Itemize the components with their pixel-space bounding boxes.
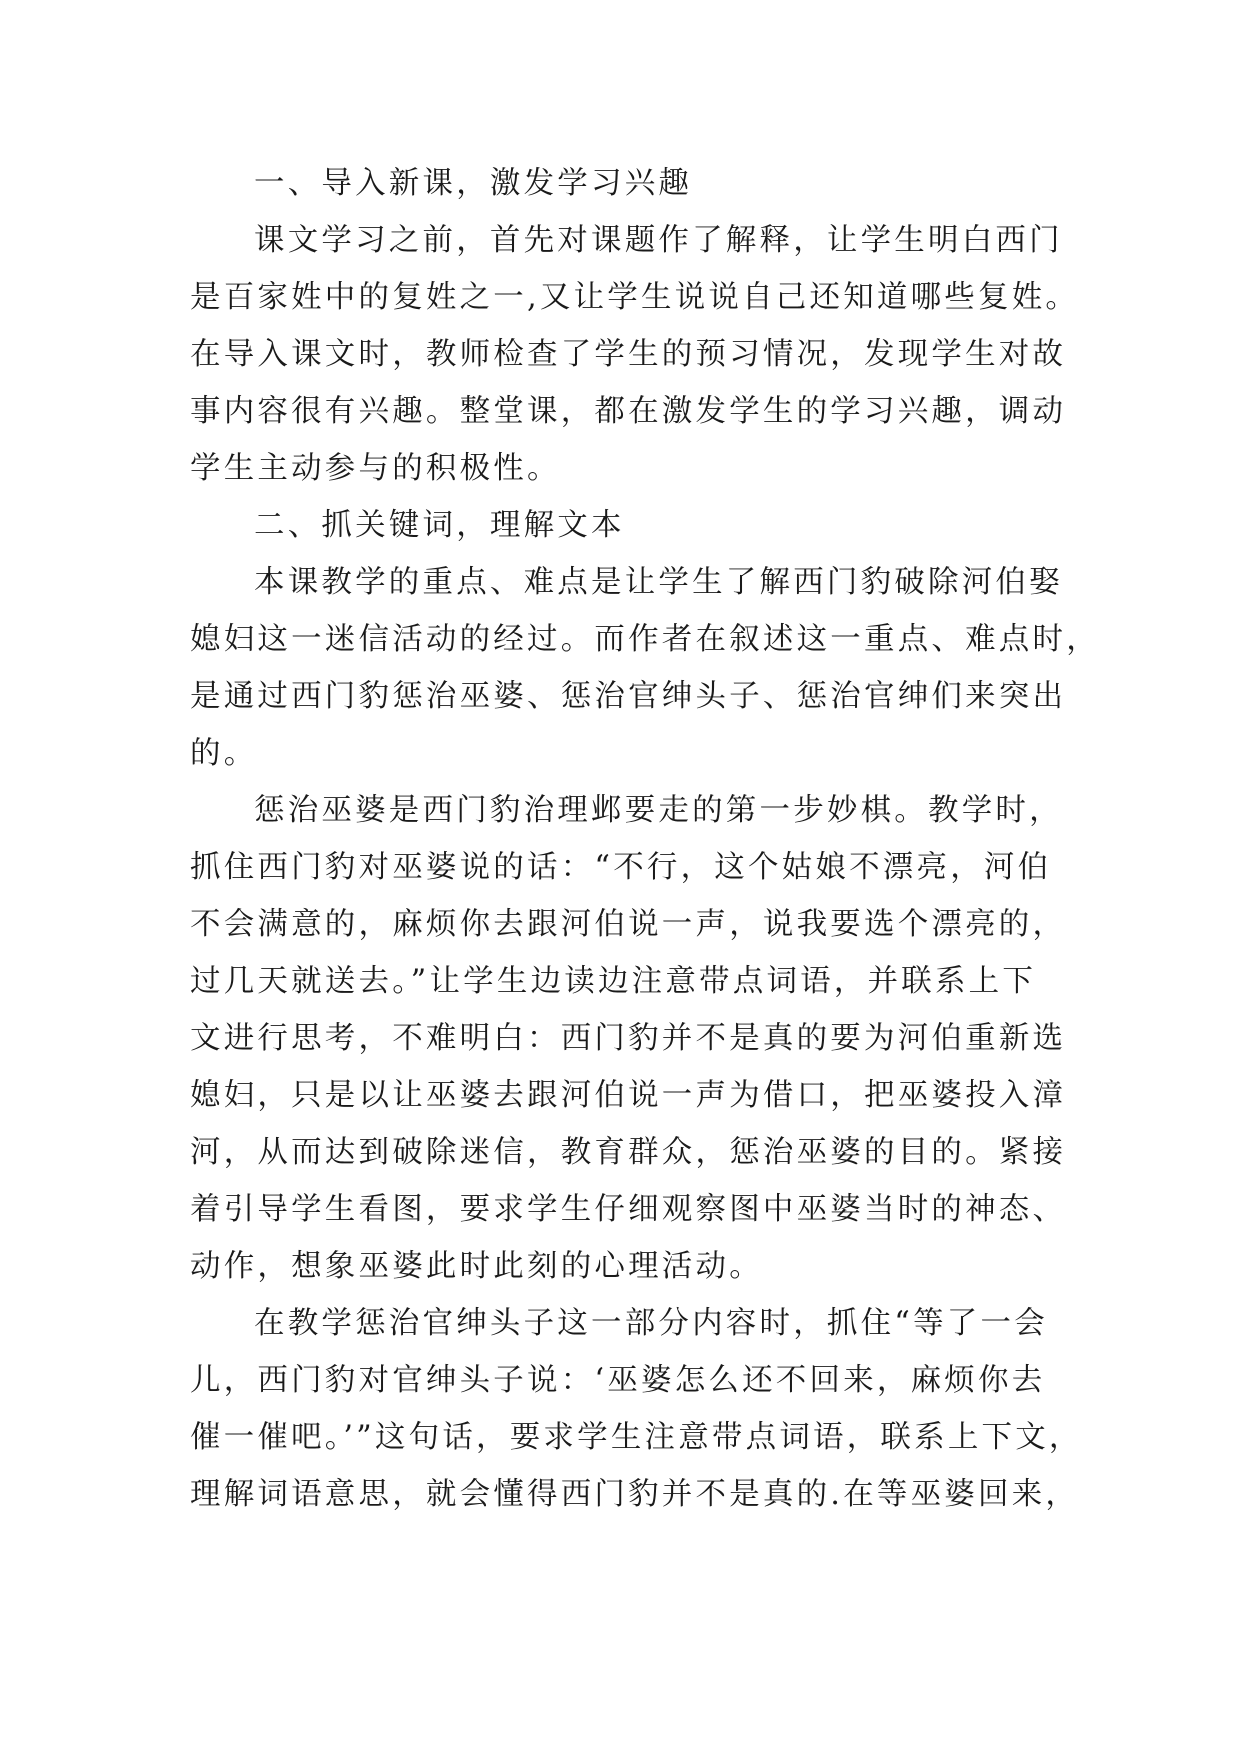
paragraph-line: 是通过西门豹惩治巫婆、惩治官绅头子、惩治官绅们来突出 xyxy=(190,679,1067,714)
paragraph-line: 抓住西门豹对巫婆说的话：“不行，这个姑娘不漂亮，河伯 xyxy=(190,850,1052,885)
paragraph-line: 媳妇这一迷信活动的经过。而作者在叙述这一重点、难点时， xyxy=(190,622,1100,657)
paragraph-line: 在导入课文时，教师检查了学生的预习情况，发现学生对故 xyxy=(190,337,1067,372)
paragraph-line: 惩治巫婆是西门豹治理邺要走的第一步妙棋。教学时， xyxy=(254,793,1063,828)
paragraph-line: 媳妇，只是以让巫婆去跟河伯说一声为借口，把巫婆投入漳 xyxy=(190,1078,1067,1113)
paragraph-line: 着引导学生看图，要求学生仔细观察图中巫婆当时的神态、 xyxy=(190,1192,1067,1227)
paragraph-line: 儿，西门豹对官绅头子说：‘巫婆怎么还不回来，麻烦你去 xyxy=(190,1363,1046,1398)
paragraph-line: 催一催吧。’”这句话，要求学生注意带点词语，联系上下文， xyxy=(190,1420,1083,1455)
paragraph-line: 不会满意的，麻烦你去跟河伯说一声，说我要选个漂亮的， xyxy=(190,907,1067,942)
paragraph-line: 课文学习之前，首先对课题作了解释，让学生明白西门 xyxy=(254,223,1063,258)
heading-section-2: 二、抓关键词，理解文本 xyxy=(254,508,625,543)
paragraph-line: 在教学惩治官绅头子这一部分内容时，抓住“等了一会 xyxy=(254,1306,1048,1341)
paragraph-line: 理解词语意思，就会懂得西门豹并不是真的.在等巫婆回来， xyxy=(190,1477,1080,1512)
paragraph-line: 本课教学的重点、难点是让学生了解西门豹破除河伯娶 xyxy=(254,565,1063,600)
paragraph-line: 动作，想象巫婆此时此刻的心理活动。 xyxy=(190,1249,763,1284)
paragraph-line: 文进行思考，不难明白：西门豹并不是真的要为河伯重新选 xyxy=(190,1021,1067,1056)
paragraph-line: 河，从而达到破除迷信，教育群众，惩治巫婆的目的。紧接 xyxy=(190,1135,1067,1170)
paragraph-line: 事内容很有兴趣。整堂课，都在激发学生的学习兴趣，调动 xyxy=(190,394,1067,429)
paragraph-line: 的。 xyxy=(190,736,258,771)
paragraph-line: 是百家姓中的复姓之一,又让学生说说自己还知道哪些复姓。 xyxy=(190,280,1080,315)
paragraph-line: 过几天就送去。”让学生边读边注意带点词语，并联系上下 xyxy=(190,964,1037,999)
paragraph-line: 学生主动参与的积极性。 xyxy=(190,451,561,486)
heading-section-1: 一、导入新课，激发学习兴趣 xyxy=(254,166,693,201)
